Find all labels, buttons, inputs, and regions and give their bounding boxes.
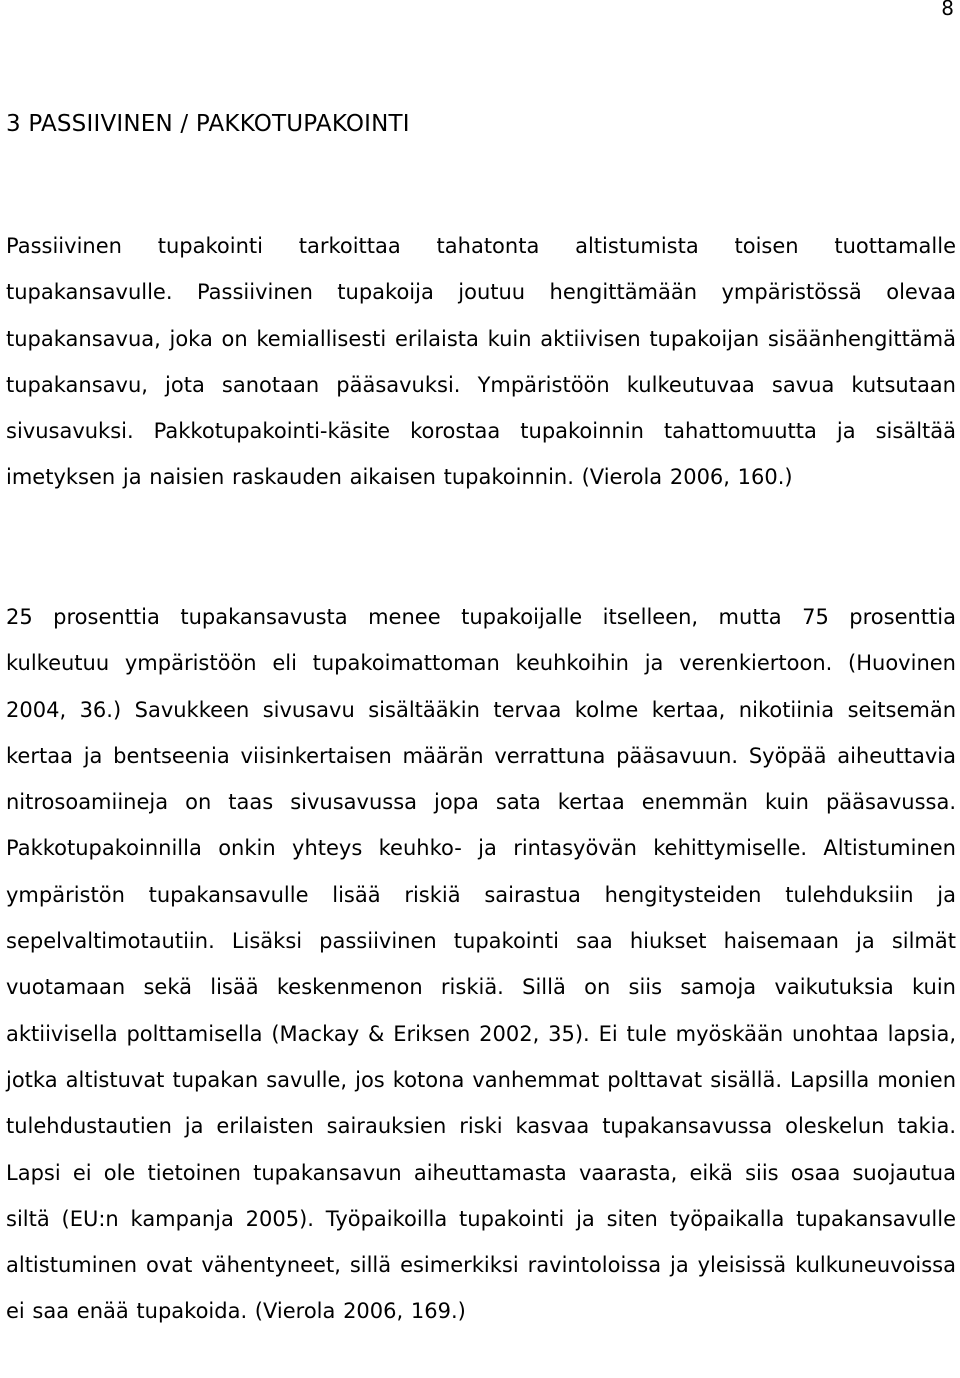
body-paragraph-2: 25 prosenttia tupakansavusta menee tupakoijalle itselleen, mutta 75 prosenttia kulkeutuu ympäristöön eli tupakoimattoman keuhkoihin ja verenkiertoon. (Huovinen 2004, 36.) Savukkeen sivusavu sisältääkin tervaa kolme kertaa, nikotiinia seitsemän kertaa ja bentseenia viisinkertaisen määrän verrattuna pääsavuun. Syöpää aiheuttavia nitrosoamiineja on taas sivusavussa jopa sata kertaa enemmän kuin pääsavussa. Pakkotupakoinnilla onkin yhteys keuhko- ja rintasyövän kehittymiselle. Altistuminen ympäristön tupakansavulle lisää riskiä sairastua hengitysteiden tulehduksiin ja sepelvaltimotautiin. Lisäksi passiivinen tupakointi saa hiukset haisemaan ja silmät vuotamaan sekä lisää keskenmenon riskiä. Sillä on siis samoja vaikutuksia kuin aktiivisella polttamisella (Mackay & Eriksen 2002, 35). Ei tule myöskään unohtaa lapsia, jotka altistuvat tupakan savulle, jos kotona vanhemmat polttavat sisällä. Lapsilla monien tulehdustautien ja erilaisten sairauksien riski kasvaa tupakansavussa oleskelun takia. Lapsi ei ole tietoinen tupakansavun aiheuttamasta vaarasta, eikä siis osaa suojautua siltä (EU:n kampanja 2005). Työpaikoilla tupakointi ja siten työpaikalla tupakansavulle altistuminen ovat vähentyneet, sillä esimerkiksi ravintoloissa ja yleisissä kulkuneuvoissa ei saa enää tupakoida. (Vierola 2006, 169.) [6, 605, 956, 1324]
section-heading: 3 PASSIIVINEN / PAKKOTUPAKOINTI [6, 111, 410, 137]
page-number: 8 [941, 0, 954, 20]
body-paragraph-1: Passiivinen tupakointi tarkoittaa tahatonta altistumista toisen tuottamalle tupakansavulle. Passiivinen tupakoija joutuu hengittämään ympäristössä olevaa tupakansavua, joka on kemiallisesti erilaista kuin aktiivisen tupakoijan sisäänhengittämä tupakansavu, jota sanotaan pääsavuksi. Ympäristöön kulkeutuvaa savua kutsutaan sivusavuksi. Pakkotupakointi-käsite korostaa tupakoinnin tahattomuutta ja sisältää imetyksen ja naisien raskauden aikaisen tupakoinnin. (Vierola 2006, 160.) [6, 234, 956, 490]
